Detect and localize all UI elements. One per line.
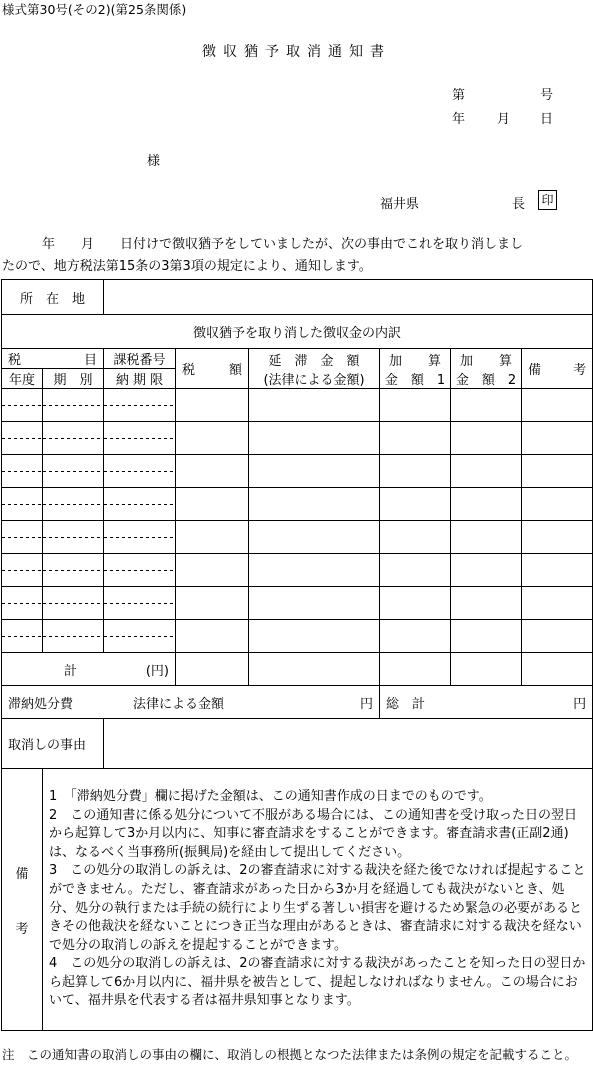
- form-number: 様式第30号(その2)(第25条関係): [2, 2, 187, 17]
- period-cell[interactable]: [43, 488, 104, 521]
- document-title: 徴収猶予取消通知書: [202, 44, 391, 60]
- add1-cell[interactable]: [380, 389, 451, 422]
- due-date-cell[interactable]: [104, 455, 176, 488]
- table-row: [2, 422, 593, 455]
- late-fee-cell[interactable]: [249, 620, 380, 653]
- add2-cell[interactable]: [451, 521, 522, 554]
- table-row: [2, 521, 593, 554]
- year-cell[interactable]: [2, 422, 43, 455]
- add2-cell[interactable]: [451, 554, 522, 587]
- due-date-header: 納 期 限: [104, 369, 176, 389]
- add1-cell[interactable]: [380, 422, 451, 455]
- year-cell[interactable]: [2, 521, 43, 554]
- grand-total-label: 総 計: [386, 696, 426, 712]
- breakdown-table: [1, 279, 593, 1031]
- fiscal-year-header: 年度: [2, 369, 43, 389]
- yen-unit-1: 円: [360, 696, 374, 712]
- due-date-cell[interactable]: [104, 587, 176, 620]
- remarks-header: 備 考: [522, 349, 593, 389]
- remarks-cell[interactable]: [522, 488, 593, 521]
- issuer-prefecture: 福井県: [380, 197, 420, 212]
- total-add2[interactable]: [451, 653, 522, 686]
- add1-cell[interactable]: [380, 554, 451, 587]
- reason-label: 取消しの事由: [2, 719, 104, 769]
- add2-cell[interactable]: [451, 587, 522, 620]
- date-month-label: 月: [497, 112, 511, 127]
- notes-content: [43, 769, 593, 1031]
- table-row: [2, 389, 593, 422]
- due-date-cell[interactable]: [104, 488, 176, 521]
- due-date-cell[interactable]: [104, 389, 176, 422]
- tax-amount-header: 税 額: [176, 349, 249, 389]
- table-row: [2, 620, 593, 653]
- intro-line-1: 年 月 日付けで徴収猶予をしていましたが、次の事由でこれを取り消しまし: [42, 237, 524, 252]
- remarks-cell[interactable]: [522, 455, 593, 488]
- period-cell[interactable]: [43, 422, 104, 455]
- late-fee-cell[interactable]: [249, 521, 380, 554]
- note-4: 4 この処分の取消しの訴えは、2の審査請求に対する裁決があったことを知った日の翌日から起算して6か月以内に、福井県を被告として、提起しなければなりません。この場合において、福井県を代表する者は福井県知事となります。: [49, 956, 586, 1009]
- address-label: 所 在 地: [2, 280, 104, 315]
- year-cell[interactable]: [2, 488, 43, 521]
- year-cell[interactable]: [2, 455, 43, 488]
- intro-line-2: たので、地方税法第15条の3第3項の規定により、通知します。: [2, 259, 372, 274]
- additional-amount-1-header: 加 算 金 額 1: [380, 349, 451, 389]
- table-row: [2, 455, 593, 488]
- total-add1[interactable]: [380, 653, 451, 686]
- total-label-cell: 計 (円): [2, 653, 176, 686]
- remarks-cell[interactable]: [522, 521, 593, 554]
- addressee-suffix: 様: [147, 154, 161, 169]
- total-tax-amount[interactable]: [176, 653, 249, 686]
- late-fee-cell[interactable]: [249, 587, 380, 620]
- period-cell[interactable]: [43, 455, 104, 488]
- tax-amount-cell[interactable]: [176, 389, 249, 422]
- footnote: 注 この通知書の取消しの事由の欄に、取消しの根拠となつた法律または条例の規定を記載すること。: [2, 1047, 578, 1062]
- table-row: [2, 554, 593, 587]
- yen-unit-2: 円: [573, 696, 587, 712]
- late-fee-cell[interactable]: [249, 488, 380, 521]
- add2-cell[interactable]: [451, 488, 522, 521]
- note-1: 1 「滞納処分費」欄に掲げた金額は、この通知書作成の日までのものです。: [49, 788, 492, 804]
- period-header: 期 別: [43, 369, 104, 389]
- number-label-right: 号: [540, 88, 554, 103]
- total-remarks[interactable]: [522, 653, 593, 686]
- remarks-cell[interactable]: [522, 389, 593, 422]
- remarks-cell[interactable]: [522, 554, 593, 587]
- date-year-label: 年: [452, 112, 466, 127]
- breakdown-title: 徴収猶予を取り消した徴収金の内訳: [2, 315, 593, 349]
- note-3: 3 この処分の取消しの訴えは、2の審査請求に対する裁決を経た後でなければ提起することができません。ただし、審査請求があった日から3か月を経過しても裁決がないとき、処分、処分の執行または手続の続行により生ずる著しい損害を避けるため緊急の必要があるときその他裁決を経ないことにつき正当な理由があるときは、審査請求に対する裁決を経ないで処分の取消しの訴えを提起することができます。: [49, 863, 586, 953]
- seal-box: 印: [538, 190, 557, 210]
- tax-amount-cell[interactable]: [176, 587, 249, 620]
- add1-cell[interactable]: [380, 488, 451, 521]
- remarks-cell[interactable]: [522, 422, 593, 455]
- period-cell[interactable]: [43, 587, 104, 620]
- delinquency-fee-cell[interactable]: [2, 686, 380, 719]
- due-date-cell[interactable]: [104, 521, 176, 554]
- add1-cell[interactable]: [380, 587, 451, 620]
- add1-cell[interactable]: [380, 620, 451, 653]
- tax-amount-cell[interactable]: [176, 620, 249, 653]
- number-label-left: 第: [452, 88, 466, 103]
- year-cell[interactable]: [2, 554, 43, 587]
- add2-cell[interactable]: [451, 620, 522, 653]
- tax-item-header: 税 目: [2, 349, 104, 369]
- add2-cell[interactable]: [451, 422, 522, 455]
- additional-amount-2-header: 加 算 金 額 2: [451, 349, 522, 389]
- year-cell[interactable]: [2, 620, 43, 653]
- late-fee-cell[interactable]: [249, 554, 380, 587]
- tax-amount-cell[interactable]: [176, 455, 249, 488]
- late-fee-cell[interactable]: [249, 422, 380, 455]
- address-value[interactable]: [104, 280, 593, 315]
- grand-total-cell[interactable]: [380, 686, 593, 719]
- period-cell[interactable]: [43, 389, 104, 422]
- issuer-title: 長: [512, 197, 526, 212]
- reason-value[interactable]: [104, 719, 593, 769]
- tax-number-header: 課税番号: [104, 349, 176, 369]
- data-rows: [2, 389, 593, 653]
- delinquency-fee-label: 滞納処分費: [8, 696, 74, 712]
- add1-cell[interactable]: [380, 455, 451, 488]
- remarks-cell[interactable]: [522, 587, 593, 620]
- period-cell[interactable]: [43, 620, 104, 653]
- table-row: [2, 488, 593, 521]
- note-2: 2 この通知書に係る処分について不服がある場合には、この通知書を受け取った日の翌日から起算して3か月以内に、知事に審査請求をすることができます。審査請求書(正副2通)は、なるべく当事務所(振興局)を経由して提出してください。: [49, 807, 578, 860]
- total-late-fee[interactable]: [249, 653, 380, 686]
- legal-amount-label: 法律による金額: [133, 696, 225, 712]
- date-day-label: 日: [540, 112, 554, 127]
- due-date-cell[interactable]: [104, 422, 176, 455]
- period-cell[interactable]: [43, 554, 104, 587]
- late-fee-cell[interactable]: [249, 389, 380, 422]
- due-date-cell[interactable]: [104, 554, 176, 587]
- add2-cell[interactable]: [451, 455, 522, 488]
- year-cell[interactable]: [2, 389, 43, 422]
- tax-amount-cell[interactable]: [176, 554, 249, 587]
- late-fee-cell[interactable]: [249, 455, 380, 488]
- add2-cell[interactable]: [451, 389, 522, 422]
- intro-paragraph: [0, 234, 593, 278]
- add1-cell[interactable]: [380, 521, 451, 554]
- period-cell[interactable]: [43, 521, 104, 554]
- year-cell[interactable]: [2, 587, 43, 620]
- tax-amount-cell[interactable]: [176, 488, 249, 521]
- notes-label: 備 考: [2, 769, 43, 1031]
- remarks-cell[interactable]: [522, 620, 593, 653]
- tax-amount-cell[interactable]: [176, 422, 249, 455]
- table-row: [2, 587, 593, 620]
- tax-amount-cell[interactable]: [176, 521, 249, 554]
- due-date-cell[interactable]: [104, 620, 176, 653]
- late-fee-header: 延 滞 金 額 (法律による金額): [249, 349, 380, 389]
